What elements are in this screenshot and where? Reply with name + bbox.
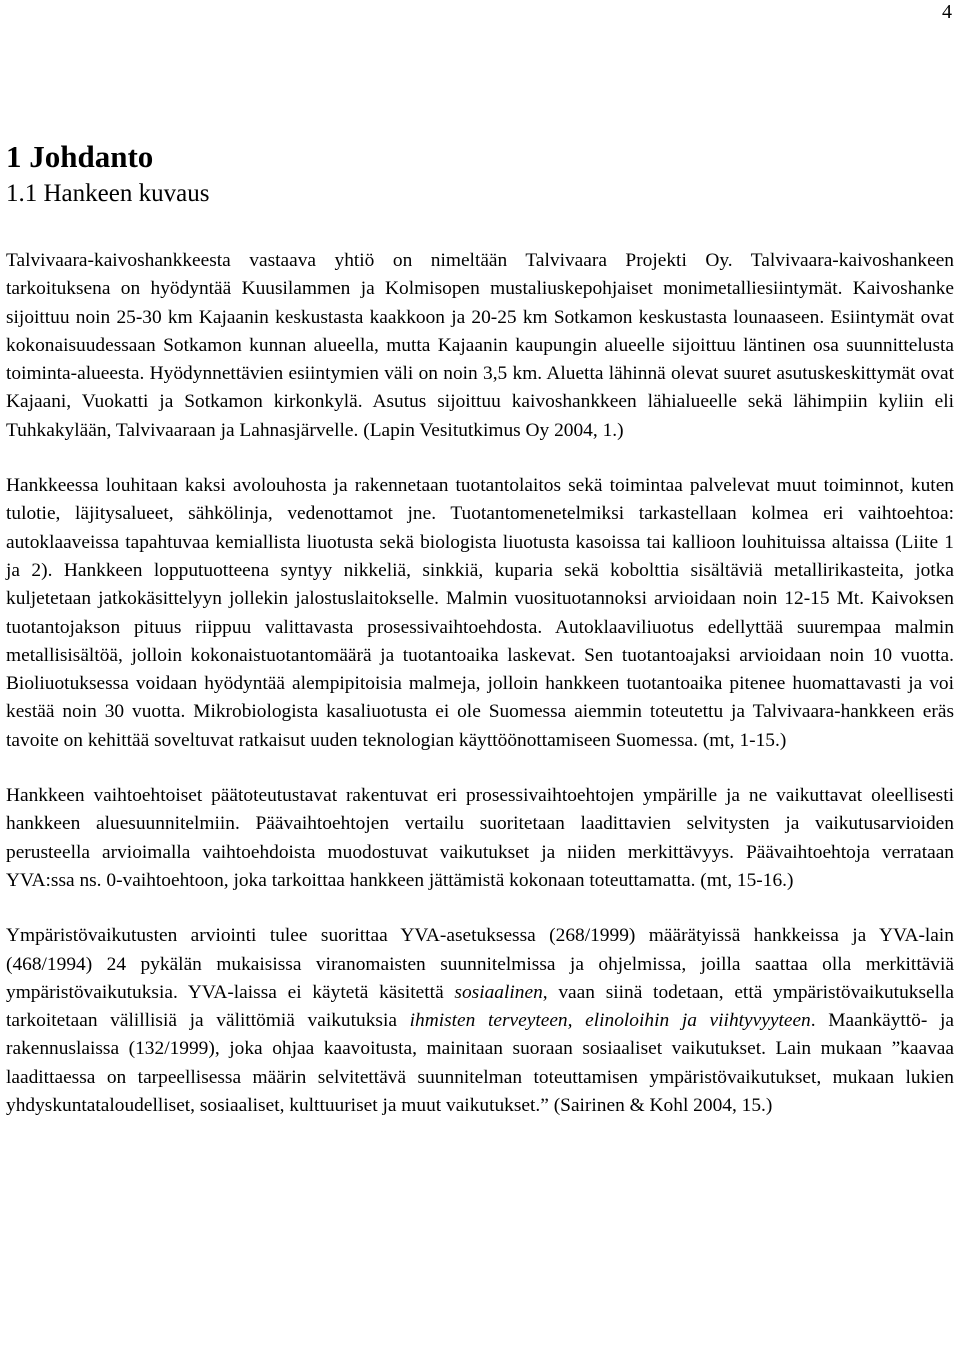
paragraph-project-overview: Talvivaara-kaivoshankkeesta vastaava yhtiö on nimeltään Talvivaara Projekti Oy. Talvivaara-kaivoshankeen tarkoituksena on hyödyntää Kuusilammen ja Kolmisopen mustaliuskepohjaiset monimetalliesiintymät. Kaivoshanke sijoittuu noin 25-30 km Kajaanin keskustasta kaakkoon ja 20-25 km Sotkamon keskustasta lounaaseen. Esiintymät ovat kokonaisuudessaan Sotkamon kunnan alueella, mutta Kajaanin kaupungin alueelle sijoittuu läntinen osa suunnittelusta toiminta-alueesta. Hyödynnettävien esiintymien väli on noin 3,5 km. Aluetta lähinnä olevat suuret asutuskeskittymät ovat Kajaani, Vuokatti ja Sotkamon kirkonkylä. Asutus sijoittuu kaivoshankkeen lähialueelle sekä lähimpiin kyliin eli Tuhkakylään, Talvivaaraan ja Lahnasjärvelle. (Lapin Vesitutkimus Oy 2004, 1.) (6, 250, 954, 441)
section-heading: 1.1 Hankeen kuvaus (6, 180, 210, 207)
paragraph-text-part: Ympäristövaikutusten arviointi tulee suorittaa YVA-asetuksessa (268/1999) määrätyissä hankkeissa ja YVA-lain (468/1994) 24 pykälän mukaisissa viranomaisten suunnitelmissa ja ohjelmissa, joilla saattaa olla merkittäviä ympäristövaikutuksia. YVA-laissa ei käytetä käsitettä (6, 925, 954, 1003)
paragraph-alternatives: Hankkeen vaihtoehtoiset päätoteutustavat rakentuvat eri prosessivaihtoehtojen ympärille ja ne vaikuttavat oleellisesti hankkeen aluesuunnitelmiin. Päävaihtoehtojen vertailu suoritetaan laadittavien selvitysten ja vaikutusarvioiden perusteella arvioimalla vaihtoehdoista muodostuvat vaikutukset ja niiden merkittävyys. Päävaihtoehtoja verrataan YVA:ssa ns. 0-vaihtoehtoon, joka tarkoittaa hankkeen jättämistä kokonaan toteuttamatta. (mt, 15-16.) (6, 785, 954, 891)
paragraph-environmental-assessment (6, 922, 954, 1120)
section-text (6, 247, 954, 1120)
page-number: 4 (942, 1, 952, 23)
paragraph-text-part: , vaan siinä todetaan, että ympäristövaikutuksella tarkoitetaan välillisiä ja välittömiä vaikutuksia (6, 981, 954, 1032)
paragraph-production-methods: Hankkeessa louhitaan kaksi avolouhosta ja rakennetaan tuotantolaitos sekä toimintaa palvelevat muut toiminnot, kuten tulotie, läjitysalueet, sähkölinja, vedenottamot jne. Tuotantomenetelmiksi tarkastellaan kolmea eri vaihtoehtoa: autoklaaveissa tapahtuvaa kemiallista liuotusta sekä biologista liuotusta kasoissa tai kallioon louhituissa altaissa (Liite 1 ja 2). Hankkeen lopputuotteena syntyy nikkeliä, sinkkiä, kuparia sekä kobolttia sisältäviä metallirikasteita, jotka kuljetetaan jatkokäsittelyyn jollekin jalostuslaitokselle. Malmin vuosituotannoksi arvioidaan noin 12-15 Mt. Kaivoksen tuotantojakson pituus riippuu valittavasta prosessivaihtoehdosta. Autoklaaviliuotus edellyttää suurempaa malmin metallisisältöä, jolloin kokonaistuotantomäärä ja tuotantoaika laskevat. Sen tuotantoajaksi arvioidaan noin 10 vuotta. Bioliuotuksessa voidaan hyödyntää alempipitoisia malmeja, jolloin hankkeen tuotantoaika pitenee huomattavasti ja voi kestää noin 30 vuotta. Mikrobiologista kasaliuotusta ei ole Suomessa aiemmin toteutettu ja Talvivaara-hankkeen eräs tavoite on kehittää soveltuvat ratkaisut uuden teknologian käyttöönottamiseen Suomessa. (mt, 1-15.) (6, 475, 954, 751)
italic-term-sosiaalinen: sosiaalinen (454, 981, 543, 1003)
paragraph-text-part: . Maankäyttö- ja rakennuslaissa (132/1999), joka ohjaa kaavoitusta, mainitaan suoraan sosiaaliset vaikutukset. Lain mukaan ”kaavaa laadittaessa on tarpeellisessa määrin selvitettävä suunnitelman toteuttamisen ympäristövaikutukset, mukaan lukien yhdyskuntataloudelliset, sosiaaliset, kulttuuriset ja muut vaikutukset.” (Sairinen & Kohl 2004, 15.) (6, 1010, 954, 1117)
document-body (6, 138, 954, 1147)
italic-phrase-health: ihmisten terveyteen, elinoloihin ja viihtyvyyteen (409, 1010, 811, 1032)
chapter-heading: 1 Johdanto (6, 139, 154, 174)
